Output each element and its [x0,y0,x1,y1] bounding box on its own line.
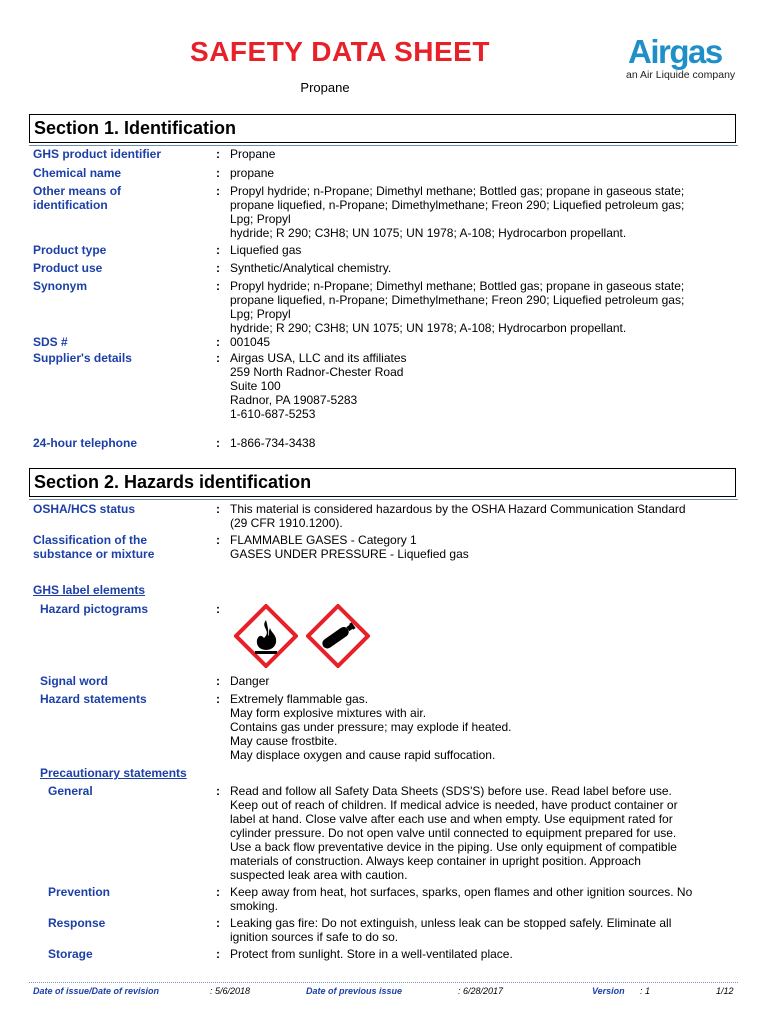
row-label: Classification of the substance or mixture [33,533,155,561]
product-name: Propane [300,80,350,95]
row-label: GHS product identifier [33,147,162,161]
row-value: Keep away from heat, hot surfaces, sparks, open flames and other ignition sources. No smoking. [230,885,693,913]
row-label: SDS # [33,335,68,349]
row-label: Product type [33,243,107,257]
row-value: Propyl hydride; n-Propane; Dimethyl methane; Bottled gas; propane in gaseous state; propane liquefied, n-Propane; Dimethylmethane; Freon 290; Liquefied petroleum gas; Lpg; Propyl hydride; R 290; C3H8; UN 1075; UN 1978; A-108; Hydrocarbon propellant. [230,279,685,335]
subsection-heading: Precautionary statements [40,766,187,780]
row-value: 001045 [230,335,271,349]
section-1-heading: Section 1. Identification [29,114,736,143]
row-label: General [48,784,93,798]
row-value: Danger [230,674,270,688]
row-label: Hazard pictograms [40,602,149,616]
colon: : [216,916,220,930]
colon: : [216,602,220,616]
issue-date-label: Date of issue/Date of revision [33,986,160,996]
footer-divider [29,982,738,983]
row-value: Protect from sunlight. Store in a well-ventilated place. [230,947,513,961]
colon: : [216,279,220,293]
divider [29,145,738,146]
colon: : [216,261,220,275]
logo-tagline: an Air Liquide company [626,69,736,81]
row-value: Extremely flammable gas. May form explosive mixtures with air. Contains gas under pressure; may explode if heated. May cause frostbite. May displace oxygen and cause rapid suffocation. [230,692,512,762]
airgas-logo [626,34,738,81]
page-number: 1/12 [716,986,734,996]
colon: : [216,436,220,450]
logo-wordmark: Airgas [628,33,722,70]
version-label: Version [592,986,625,996]
colon: : [216,166,220,180]
colon: : [216,692,220,706]
colon: : [216,885,220,899]
row-value: Propyl hydride; n-Propane; Dimethyl methane; Bottled gas; propane in gaseous state; propane liquefied, n-Propane; Dimethylmethane; Freon 290; Liquefied petroleum gas; Lpg; Propyl hydride; R 290; C3H8; UN 1075; UN 1978; A-108; Hydrocarbon propellant. [230,184,685,240]
row-value: 1-866-734-3438 [230,436,316,450]
row-label: Signal word [40,674,109,688]
row-value: Leaking gas fire: Do not extinguish, unless leak can be stopped safely. Eliminate all ignition sources if safe to do so. [230,916,672,944]
previous-issue-label: Date of previous issue [306,986,403,996]
row-value: Read and follow all Safety Data Sheets (SDS'S) before use. Read label before use. Keep out of reach of children. If medical advice is needed, have product container or label at hand. Close valve after each use and when empty. Use equipment rated for cylinder pressure. Do not open valve until connected to equipment prepared for use. Use a back flow preventative device in the piping. Use only equipment of compatible materials of construction. Always keep container in upright position. Approach suspected leak area with caution. [230,784,678,882]
colon: : [216,351,220,365]
colon: : [216,674,220,688]
row-label: Chemical name [33,166,122,180]
row-value: Liquefied gas [230,243,302,257]
row-label: 24-hour telephone [33,436,138,450]
colon: : [216,335,220,349]
row-label: Hazard statements [40,692,147,706]
issue-date-value: : 5/6/2018 [210,986,251,996]
flame-pictogram-icon [234,604,298,668]
colon: : [216,533,220,547]
section-2-heading: Section 2. Hazards identification [29,468,736,497]
colon: : [216,502,220,516]
divider [29,499,738,500]
previous-issue-value: : 6/28/2017 [458,986,504,996]
row-value: Propane [230,147,276,161]
colon: : [216,184,220,198]
row-value: This material is considered hazardous by the OSHA Hazard Communication Standard (29 CFR 1910.1200). [230,502,686,530]
colon: : [216,147,220,161]
subsection-heading: GHS label elements [33,583,146,597]
row-label: Supplier's details [33,351,132,365]
row-label: Other means of identification [33,184,122,212]
row-label: Synonym [33,279,88,293]
gas-cylinder-pictogram-icon [306,604,370,668]
row-label: Product use [33,261,103,275]
version-value: : 1 [640,986,651,996]
row-value: Synthetic/Analytical chemistry. [230,261,392,275]
document-title: SAFETY DATA SHEET [190,36,490,67]
colon: : [216,243,220,257]
row-value: propane [230,166,275,180]
row-value: Airgas USA, LLC and its affiliates 259 North Radnor-Chester Road Suite 100 Radnor, PA 19087-5283 1-610-687-5253 [230,351,407,421]
row-value: FLAMMABLE GASES - Category 1 GASES UNDER PRESSURE - Liquefied gas [230,533,469,561]
colon: : [216,784,220,798]
row-label: Response [48,916,106,930]
colon: : [216,947,220,961]
row-label: OSHA/HCS status [33,502,136,516]
row-label: Prevention [48,885,111,899]
row-label: Storage [48,947,93,961]
